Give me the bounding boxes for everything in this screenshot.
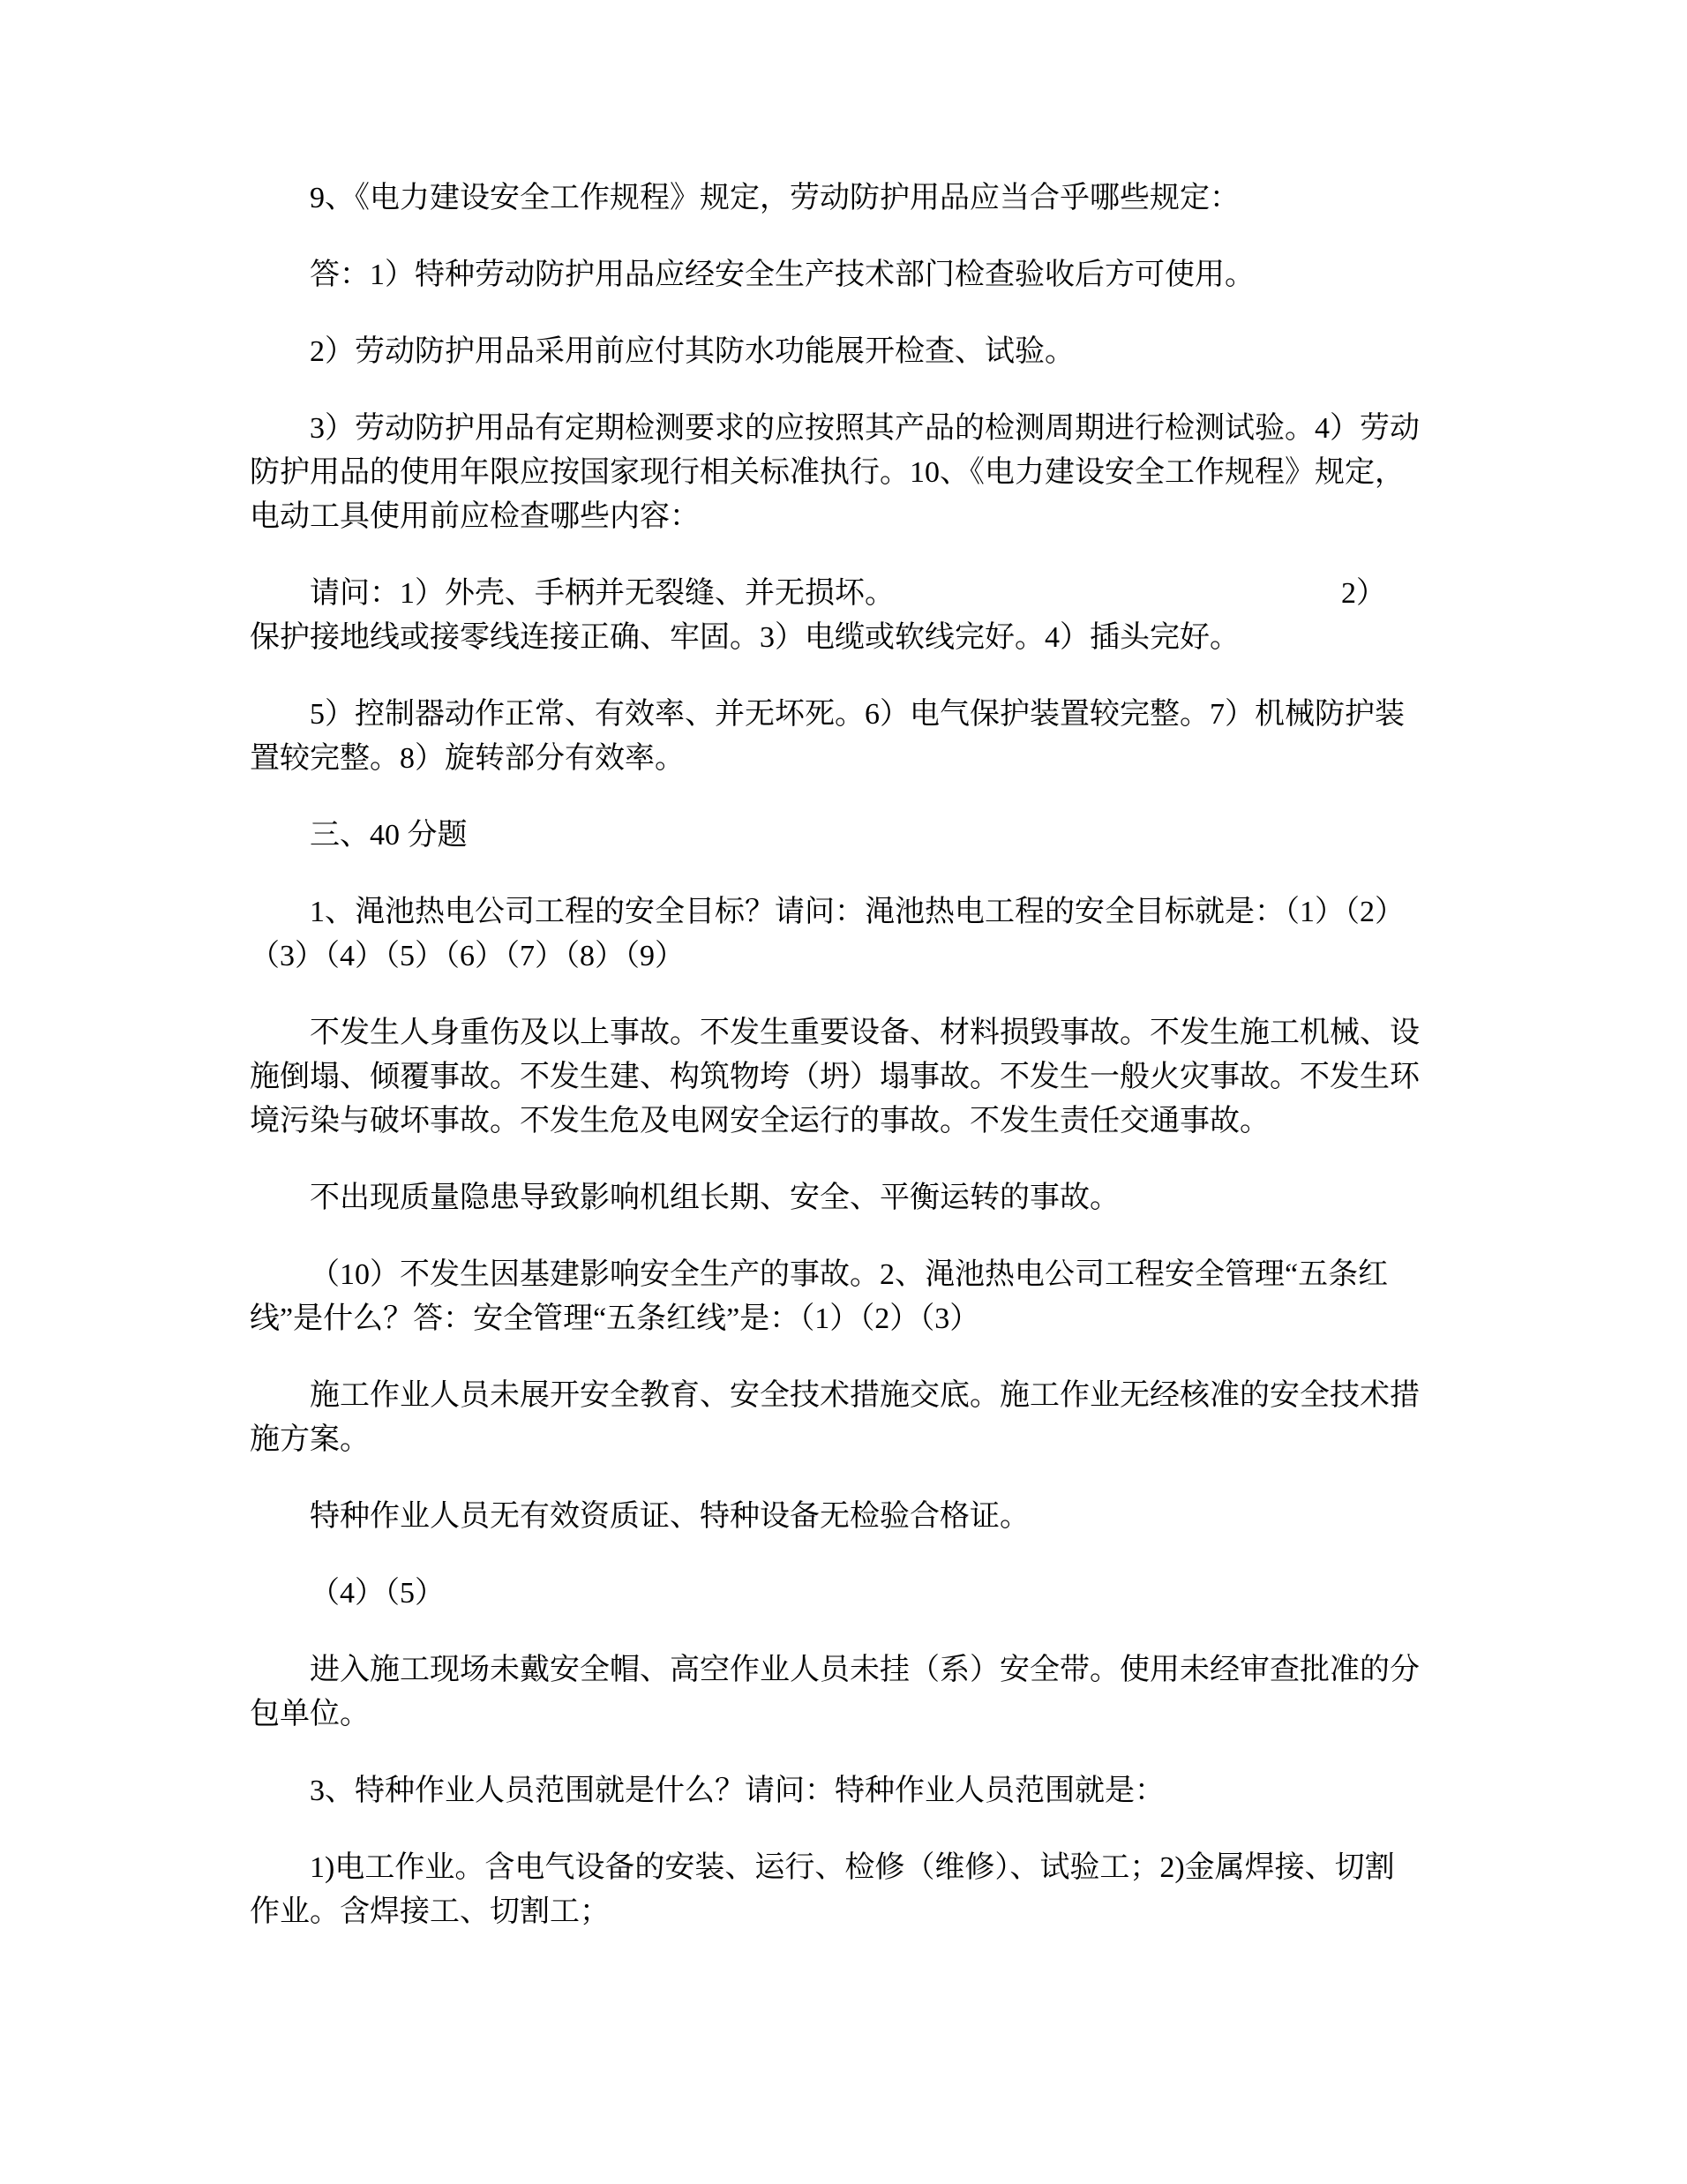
paragraph-q2-answer-1-2 — [250, 1374, 1439, 1462]
paragraph-q1-answer-accidents — [250, 1011, 1439, 1144]
paragraph-q2-answer-4-5-body — [250, 1648, 1439, 1737]
paragraph-q9-answer-1 — [250, 253, 1439, 297]
text-line: 答：1）特种劳动防护用品应经安全生产技术部门检查验收后方可使用。 — [310, 259, 1255, 291]
paragraph-q2-answer-4-5-label — [250, 1572, 1439, 1616]
paragraph-q2-answer-3 — [250, 1495, 1439, 1539]
text-line: 9、《电力建设安全工作规程》规定，劳动防护用品应当合乎哪些规定： — [310, 182, 1240, 214]
text-line-justified — [250, 572, 1439, 616]
text-line: 3）劳动防护用品有定期检测要求的应按照其产品的检测周期进行检测试验。4）劳动 — [310, 412, 1420, 445]
text-line: 作业。含焊接工、切割工； — [250, 1895, 610, 1928]
text-line: 电动工具使用前应检查哪些内容： — [250, 500, 700, 533]
text-line: 2）劳动防护用品采用前应付其防水功能展开检查、试验。 — [310, 335, 1075, 368]
paragraph-q9 — [250, 176, 1439, 221]
text-line: （10）不发生因基建影响安全生产的事故。2、渑池热电公司工程安全管理“五条红 — [310, 1258, 1389, 1291]
text-line: 施倒塌、倾覆事故。不发生建、构筑物垮（坍）塌事故。不发生一般火灾事故。不发生环 — [250, 1061, 1420, 1093]
text-line: （4）（5） — [310, 1577, 445, 1610]
text-segment: 2） — [1341, 577, 1386, 610]
paragraph-q10-answer-5-8 — [250, 693, 1439, 781]
text-segment: 请问：1）外壳、手柄并无裂缝、并无损坏。 — [310, 577, 895, 610]
paragraph-section-heading — [250, 814, 1439, 858]
text-line: 防护用品的使用年限应按国家现行相关标准执行。10、《电力建设安全工作规程》规定， — [250, 456, 1405, 489]
text-line: 境污染与破坏事故。不发生危及电网安全运行的事故。不发生责任交通事故。 — [250, 1105, 1270, 1137]
paragraph-q10-answer-1-2 — [250, 572, 1439, 660]
paragraph-q1-answer-quality — [250, 1176, 1439, 1220]
text-line: 特种作业人员无有效资质证、特种设备无检验合格证。 — [310, 1500, 1030, 1533]
text-line: 3、特种作业人员范围就是什么？请问：特种作业人员范围就是： — [310, 1775, 1165, 1807]
text-line: 保护接地线或接零线连接正确、牢固。3）电缆或软线完好。4）插头完好。 — [250, 621, 1240, 654]
text-line: 进入施工现场未戴安全帽、高空作业人员未挂（系）安全带。使用未经审查批准的分 — [310, 1654, 1420, 1686]
text-line: 包单位。 — [250, 1698, 370, 1730]
document-text-column — [250, 176, 1439, 1934]
text-line: （3）（4）（5）（6）（7）（8）（9） — [250, 940, 685, 972]
paragraph-q9-answer-2 — [250, 330, 1439, 374]
text-line: 5）控制器动作正常、有效率、并无坏死。6）电气保护装置较完整。7）机械防护装 — [310, 698, 1405, 731]
text-line: 不出现质量隐患导致影响机组长期、安全、平衡运转的事故。 — [310, 1182, 1120, 1214]
text-line: 施方案。 — [250, 1423, 370, 1456]
text-line: 不发生人身重伤及以上事故。不发生重要设备、材料损毁事故。不发生施工机械、设 — [310, 1017, 1420, 1049]
paragraph-q3-answer-1-2 — [250, 1846, 1439, 1934]
text-line: 1、渑池热电公司工程的安全目标？请问：渑池热电工程的安全目标就是：（1）（2） — [310, 896, 1405, 928]
text-line: 线”是什么？答：安全管理“五条红线”是：（1）（2）（3） — [250, 1302, 980, 1335]
paragraph-q3-special-workers — [250, 1769, 1439, 1813]
paragraph-q2-red-lines — [250, 1253, 1439, 1341]
text-line: 置较完整。8）旋转部分有效率。 — [250, 742, 685, 775]
paragraph-q1-safety-goals — [250, 890, 1439, 979]
paragraph-q9-answer-3-q10 — [250, 407, 1439, 539]
text-line: 施工作业人员未展开安全教育、安全技术措施交底。施工作业无经核准的安全技术措 — [310, 1379, 1420, 1412]
text-line: 1)电工作业。含电气设备的安装、运行、检修（维修）、试验工；2)金属焊接、切割 — [310, 1851, 1395, 1884]
section-heading: 三、40 分题 — [310, 819, 468, 852]
